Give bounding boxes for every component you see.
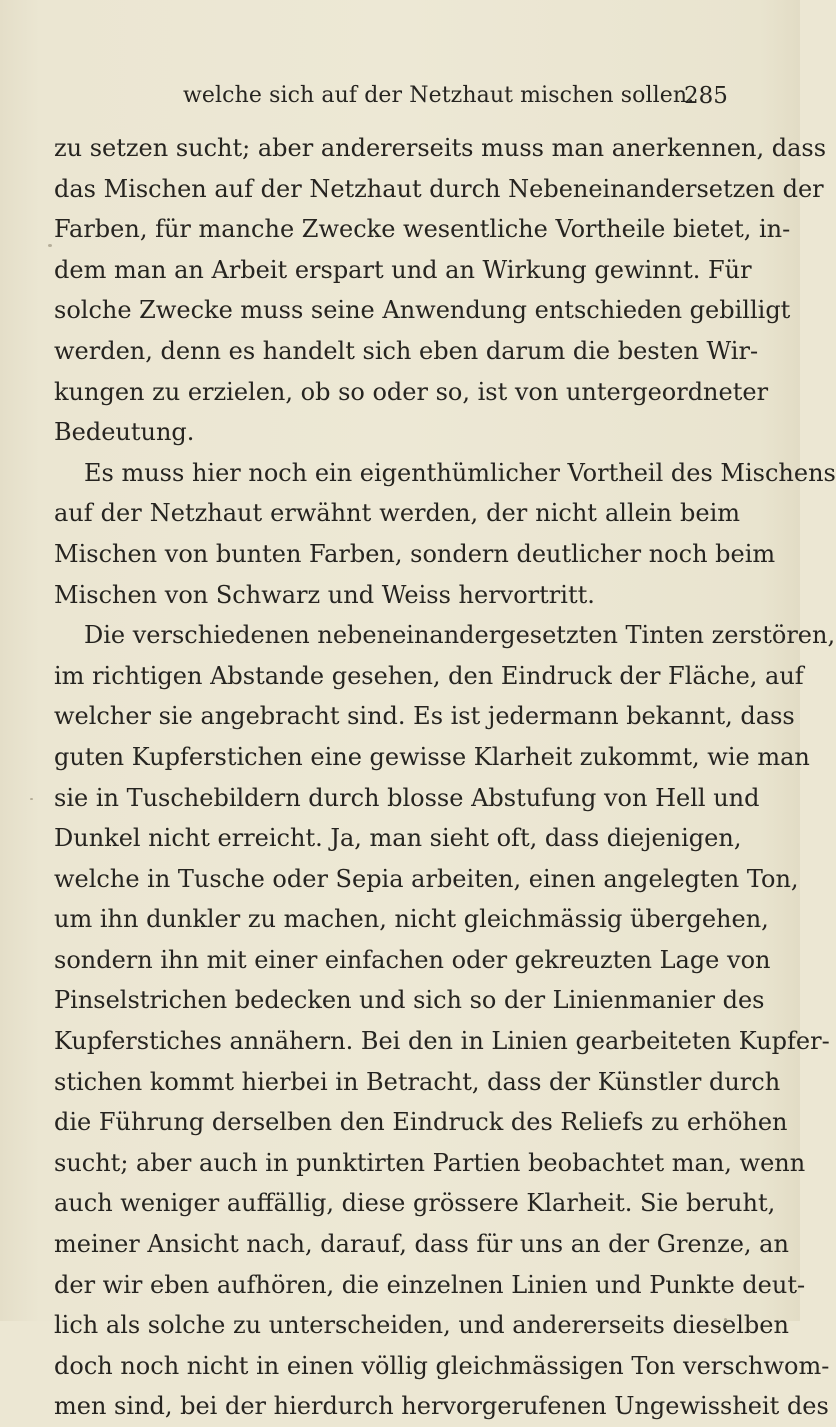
text-line: stichen kommt hierbei in Betracht, dass der Künstler durch [54,1067,781,1096]
text-line: meiner Ansicht nach, darauf, dass für uns an der Grenze, an [54,1230,789,1259]
text-line: werden, denn es handelt sich eben darum die besten Wir- [54,336,759,365]
text-line: Pinselstrichen bedecken und sich so der Linienmanier des [54,986,765,1015]
paper-speck [48,244,52,247]
text-line: welche in Tusche oder Sepia arbeiten, einen angelegten Ton, [54,864,799,893]
text-line: Dunkel nicht erreicht. Ja, man sieht oft, dass diejenigen, [54,824,742,853]
text-line: Mischen von Schwarz und Weiss hervortritt. [54,580,595,609]
running-title: welche sich auf der Netzhaut mischen sollen. [183,83,695,108]
text-line: im richtigen Abstande gesehen, den Eindruck der Fläche, auf [54,661,804,690]
page-number: 285 [684,83,728,109]
text-line: sucht; aber auch in punktirten Partien beobachtet man, wenn [54,1148,806,1177]
text-line: das Mischen auf der Netzhaut durch Nebeneinandersetzen der [54,174,824,203]
text-line: Es muss hier noch ein eigenthümlicher Vortheil des Mischens [84,458,836,487]
paper-speck [724,1318,727,1321]
text-line: welcher sie angebracht sind. Es ist jedermann bekannt, dass [54,702,795,731]
text-line: Die verschiedenen nebeneinandergesetzten Tinten zerstören, [84,621,836,650]
text-line: doch noch nicht in einen völlig gleichmässigen Ton verschwom- [54,1351,830,1380]
text-line: Farben, für manche Zwecke wesentliche Vortheile bietet, in- [54,215,791,244]
text-line: um ihn dunkler zu machen, nicht gleichmässig übergehen, [54,905,769,934]
text-line: lich als solche zu unterscheiden, und andererseits dieselben [54,1311,789,1340]
text-line: sondern ihn mit einer einfachen oder gekreuzten Lage von [54,945,771,974]
running-header [0,78,800,114]
text-line: die Führung derselben den Eindruck des Reliefs zu erhöhen [54,1108,788,1137]
body-text [54,128,836,1427]
text-line: Mischen von bunten Farben, sondern deutlicher noch beim [54,539,776,568]
text-line: dem man an Arbeit erspart und an Wirkung gewinnt. Für [54,255,752,284]
paper-speck [30,798,33,800]
text-line: der wir eben aufhören, die einzelnen Linien und Punkte deut- [54,1270,806,1299]
text-line: auf der Netzhaut erwähnt werden, der nicht allein beim [54,499,740,528]
text-line: Bedeutung. [54,418,195,447]
text-line: Kupferstiches annähern. Bei den in Linien gearbeiteten Kupfer- [54,1027,830,1056]
text-line: guten Kupferstichen eine gewisse Klarheit zukommt, wie man [54,742,810,771]
text-line: kungen zu erzielen, ob so oder so, ist von untergeordneter [54,377,769,406]
text-line: sie in Tuschebildern durch blosse Abstufung von Hell und [54,783,760,812]
text-line: zu setzen sucht; aber andererseits muss man anerkennen, dass [54,134,827,162]
text-line: solche Zwecke muss seine Anwendung entschieden gebilligt [54,296,791,325]
text-line: auch weniger auffällig, diese grössere Klarheit. Sie beruht, [54,1189,776,1218]
text-line: men sind, bei der hierdurch hervorgerufenen Ungewissheit des [54,1392,829,1421]
